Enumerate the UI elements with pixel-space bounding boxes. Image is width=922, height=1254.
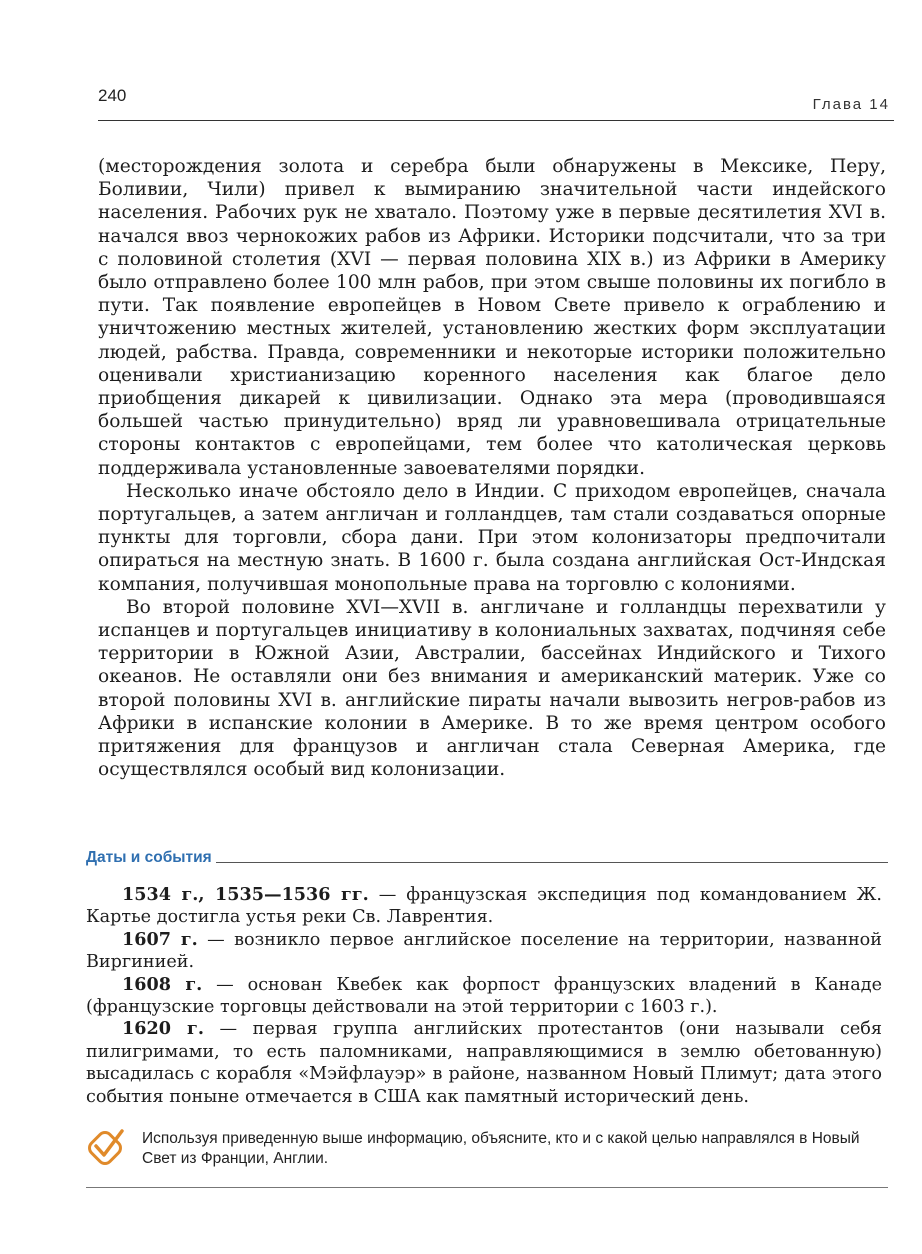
dates-section-header (86, 845, 888, 867)
section-title: Даты и события (86, 849, 212, 866)
chapter-title: Глава 14 (812, 96, 890, 113)
events-list (86, 884, 882, 1108)
section-rule (216, 862, 888, 863)
event-date: 1607 г. (122, 928, 198, 950)
task-box (86, 1127, 888, 1188)
event-text: — возникло первое английское поселение на территории, названной Виргинией. (86, 929, 882, 973)
event-text: — первая группа английских протестантов (они называли себя пилигримами, то есть паломниками, направляющимися в землю обетованную) высадилась с корабля «Мэйфлауэр» в районе, названном Новый Плимут; дата этого события поныне отмечается в США как памятный исторический день. (86, 1019, 882, 1107)
page-header (98, 82, 894, 121)
checkmark-task-icon (86, 1127, 126, 1167)
event-text: — основан Квебек как форпост французских владений в Канаде (французские торговцы действовали на этой территории с 1603 г.). (86, 974, 883, 1018)
event-item (86, 1018, 882, 1108)
paragraph: (месторождения золота и серебра были обнаружены в Мексике, Перу, Боливии, Чили) привел к вымиранию значительной части индейского населения. Рабочих рук не хватало. Поэтому уже в первые десятилетия XVI в. начался ввоз чернокожих рабов из Африки. Историки подсчитали, что за три с половиной столетия (XVI — первая половина XIX в.) из Африки в Америку было отправлено более 100 млн рабов, при этом свыше половины их погибло в пути. Так появление европейцев в Новом Свете привело к ограблению и уничтожению местных жителей, установлению жестких форм эксплуатации людей, рабства. Правда, современники и некоторые историки положительно оценивали христианизацию коренного населения как благое дело приобщения дикарей к цивилизации. Однако эта мера (проводившаяся большей частью принудительно) вряд ли уравновешивала отрицательные стороны контактов с европейцами, тем более что католическая церковь поддерживала установленные завоевателями порядки. (98, 156, 886, 479)
page-number: 240 (98, 86, 127, 105)
event-date: 1620 г. (122, 1018, 204, 1040)
event-item (86, 884, 882, 929)
event-item (86, 974, 882, 1019)
paragraph: Несколько иначе обстояло дело в Индии. С приходом европейцев, сначала португальцев, а затем англичан и голландцев, там стали создаваться опорные пункты для торговли, сбора дани. При этом колонизаторы предпочитали опираться на местную знать. В 1600 г. была создана английская Ост-Индская компания, получившая монопольные права на торговлю с колониями. (98, 480, 886, 595)
paragraph: Во второй половине XVI—XVII в. англичане и голландцы перехватили у испанцев и португальцев инициативу в колониальных захватах, подчиняя себе территории в Южной Азии, Австралии, бассейнах Индийского и Тихого океанов. Не оставляли они без внимания и американский материк. Уже со второй половины XVI в. английские пираты начали вывозить негров-рабов из Африки в испанские колонии в Америке. В то же время центром особого притяжения для французов и англичан стала Северная Америка, где осуществлялся особый вид колонизации. (98, 596, 886, 781)
event-text: — французская экспедиция под командованием Ж. Картье достигла устья реки Св. Лаврентия. (86, 885, 883, 928)
event-date: 1608 г. (122, 973, 203, 995)
event-item (86, 929, 882, 974)
event-date: 1534 г., 1535—1536 гг. (122, 884, 369, 905)
task-text: Используя приведенную выше информацию, объясните, кто и с какой целью направлялся в Новый Свет из Франции, Англии. (142, 1130, 860, 1167)
main-text (98, 155, 886, 781)
